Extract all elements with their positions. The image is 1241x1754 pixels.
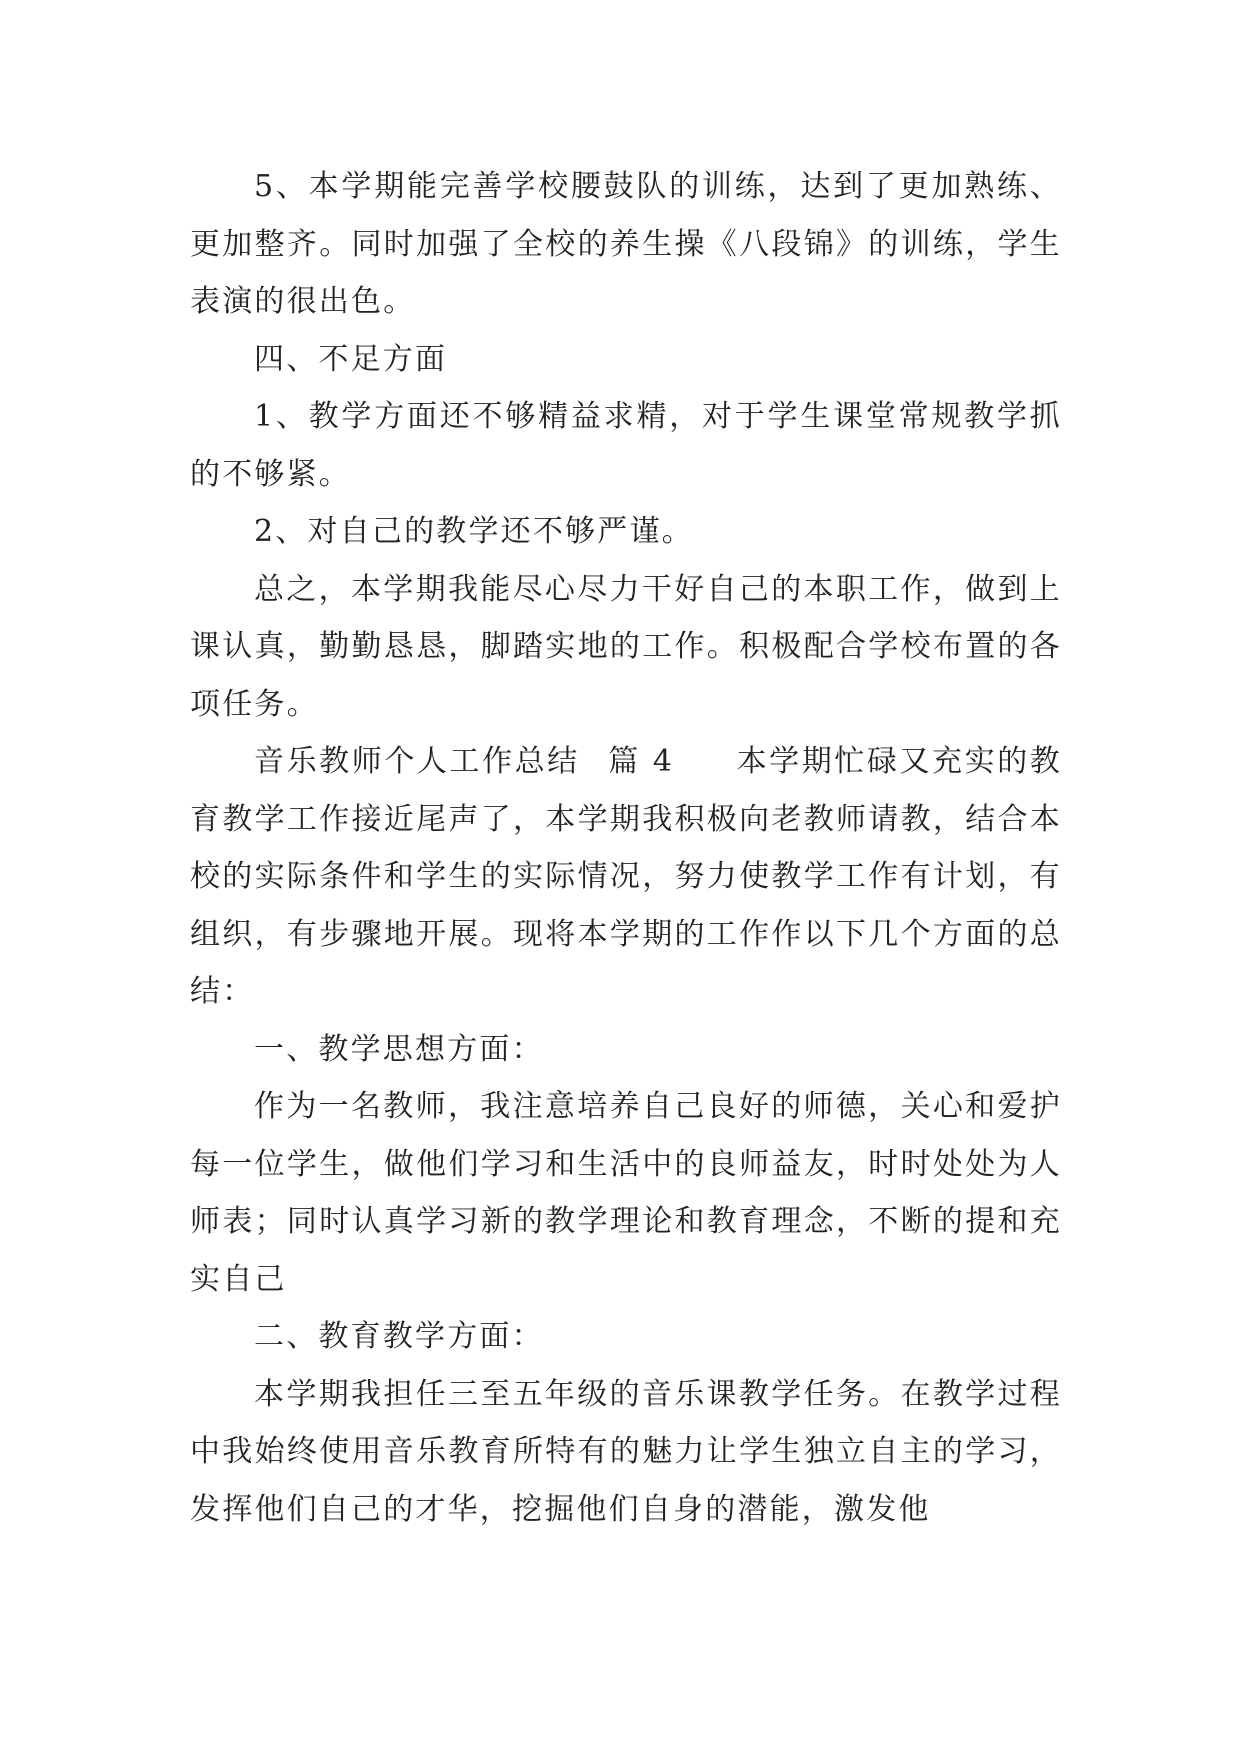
paragraph-drum-team: 5、本学期能完善学校腰鼓队的训练，达到了更加熟练、更加整齐。同时加强了全校的养生操《八段锦》的训练，学生表演的很出色。: [190, 169, 1062, 319]
heading-teaching-thought: 一、教学思想方面：: [254, 1031, 544, 1067]
section-4-paragraph: [190, 733, 1062, 1021]
paragraph-shortcoming-2: 2、对自己的教学还不够严谨。: [254, 514, 694, 549]
paragraph-summary: 总之，本学期我能尽心尽力干好自己的本职工作，做到上课认真，勤勤恳恳，脚踏实地的工作。积极配合学校布置的各项任务。: [190, 571, 1062, 722]
heading-shortcomings: 四、不足方面: [254, 341, 448, 377]
section-4-title: 音乐教师个人工作总结: [254, 744, 580, 779]
section-4-intro: 本学期忙碌又充实的教育教学工作接近尾声了，本学期我积极向老教师请教，结合本校的实际条件和学生的实际情况，努力使教学工作有计划，有组织，有步骤地开展。现将本学期的工作作以下几个方面的总结：: [190, 744, 1062, 1009]
section-4-label: 篇 4: [607, 744, 675, 779]
paragraph-music-teaching: 本学期我担任三至五年级的音乐课教学任务。在教学过程中我始终使用音乐教育所特有的魅力让学生独立自主的学习，发挥他们自己的才华，挖掘他们自身的潜能，激发他: [190, 1376, 1062, 1527]
paragraph-teacher-ethics: 作为一名教师，我注意培养自己良好的师德，关心和爱护每一位学生，做他们学习和生活中的良师益友，时时处处为人师表；同时认真学习新的教学理论和教育理念，不断的提和充实自己: [190, 1089, 1062, 1297]
heading-education-teaching: 二、教育教学方面：: [254, 1319, 544, 1354]
paragraph-shortcoming-1: 1、教学方面还不够精益求精，对于学生课堂常规教学抓的不够紧。: [190, 399, 1062, 492]
document-body: [190, 158, 1062, 1538]
